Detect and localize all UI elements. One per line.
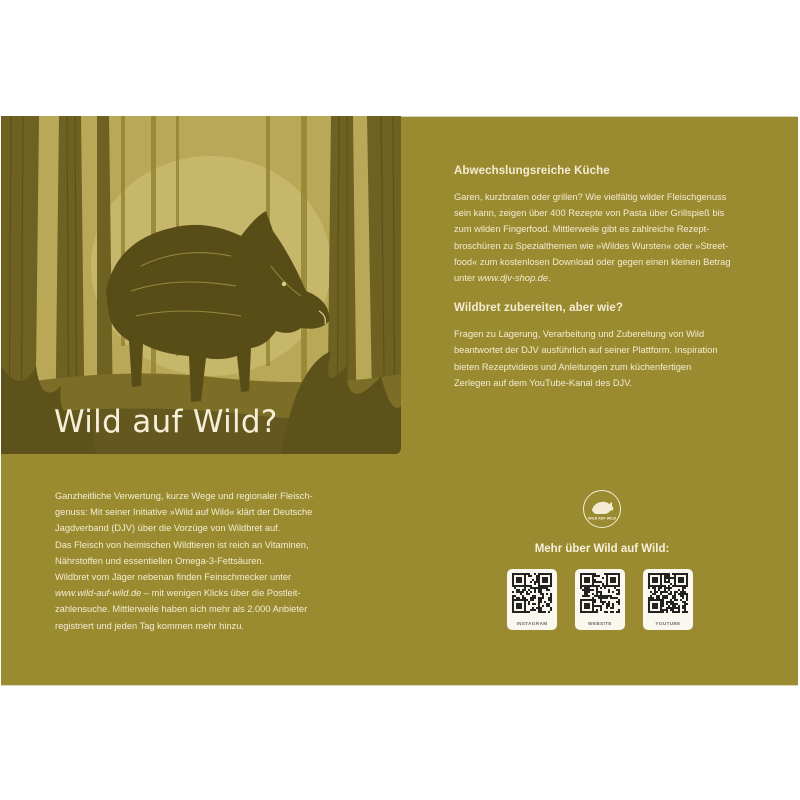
qr-website[interactable]: [575, 569, 625, 630]
boar-logo-icon: [583, 490, 621, 528]
text-line: zum wilden Fingerfood. Mittlerweile gibt es zahlreiche Rezept-: [454, 224, 710, 235]
section-text-preparation: [454, 326, 754, 391]
text-line: zahlensuche. Mittlerweile haben sich mehr als 2.000 Anbieter: [55, 604, 308, 615]
left-column: [55, 488, 345, 634]
text-line: Garen, kurzbraten oder grillen? Wie vielfältig wilder Fleischgenuss: [454, 192, 727, 202]
qr-instagram[interactable]: [507, 569, 557, 630]
text-line: genuss: Mit seiner Initiative »Wild auf Wild« klärt der Deutsche: [55, 507, 313, 518]
text-line: Fragen zu Lagerung, Verarbeitung und Zubereitung von Wild: [454, 329, 705, 340]
text-line: sein kann, zeigen über 400 Rezepte von Pasta über Grillspieß bis: [454, 208, 725, 219]
logo-text: WILD AUF WILD: [587, 516, 617, 521]
djv-shop-link[interactable]: www.djv-shop.de: [477, 273, 549, 284]
qr-code-icon: [512, 573, 552, 613]
text-line: Das Fleisch von heimischen Wildtieren ist reich an Vitaminen,: [55, 539, 309, 550]
text-line: beantwortet der DJV ausführlich auf seiner Plattform. Inspiration: [454, 345, 718, 356]
section-heading-preparation: Wildbret zubereiten, aber wie?: [454, 302, 624, 315]
qr-code-icon: [580, 573, 620, 613]
intro-text: [55, 488, 345, 634]
qr-code-icon: [648, 573, 688, 613]
headline: Wild auf Wild?: [54, 404, 278, 440]
more-heading: Mehr über Wild auf Wild:: [534, 543, 670, 555]
text-line: Ganzheitliche Verwertung, kurze Wege und regionaler Fleisch-: [55, 491, 313, 501]
text-line: .: [548, 273, 551, 284]
section-heading-kitchen: Abwechslungsreiche Küche: [454, 165, 610, 177]
text-line: unter: [454, 273, 478, 284]
text-line: registriert und jeden Tag kommen mehr hinzu.: [55, 620, 244, 631]
text-line: Zerlegen auf dem YouTube-Kanal des DJV.: [454, 377, 633, 388]
text-line: Jagdverband (DJV) über die Vorzüge von Wildbret auf.: [55, 523, 281, 534]
right-column: [454, 165, 754, 391]
text-line: bieten Rezeptvideos und Anleitungen zum küchenfertigen: [454, 361, 692, 372]
text-line: – mit wenigen Klicks über die Postleit-: [141, 588, 301, 599]
text-line: food« zum kostenlosen Download oder gegen einen kleinen Betrag: [454, 256, 731, 267]
qr-caption: WEBSITE: [588, 621, 612, 626]
wild-auf-wild-link[interactable]: www.wild-auf-wild.de: [55, 588, 142, 599]
section-text-kitchen: [454, 189, 754, 286]
text-line: Nährstoffen und essentiellen Omega-3-Fettsäuren.: [55, 555, 265, 566]
text-line: Wildbret vom Jäger nebenan finden Feinschmecker unter: [55, 572, 292, 583]
qr-caption: INSTAGRAM: [516, 621, 548, 626]
text-line: broschüren zu Spezialthemen wie »Wildes Wursten« oder »Street-: [454, 240, 729, 251]
qr-youtube[interactable]: [643, 569, 693, 630]
qr-caption: YOUTUBE: [655, 621, 681, 626]
